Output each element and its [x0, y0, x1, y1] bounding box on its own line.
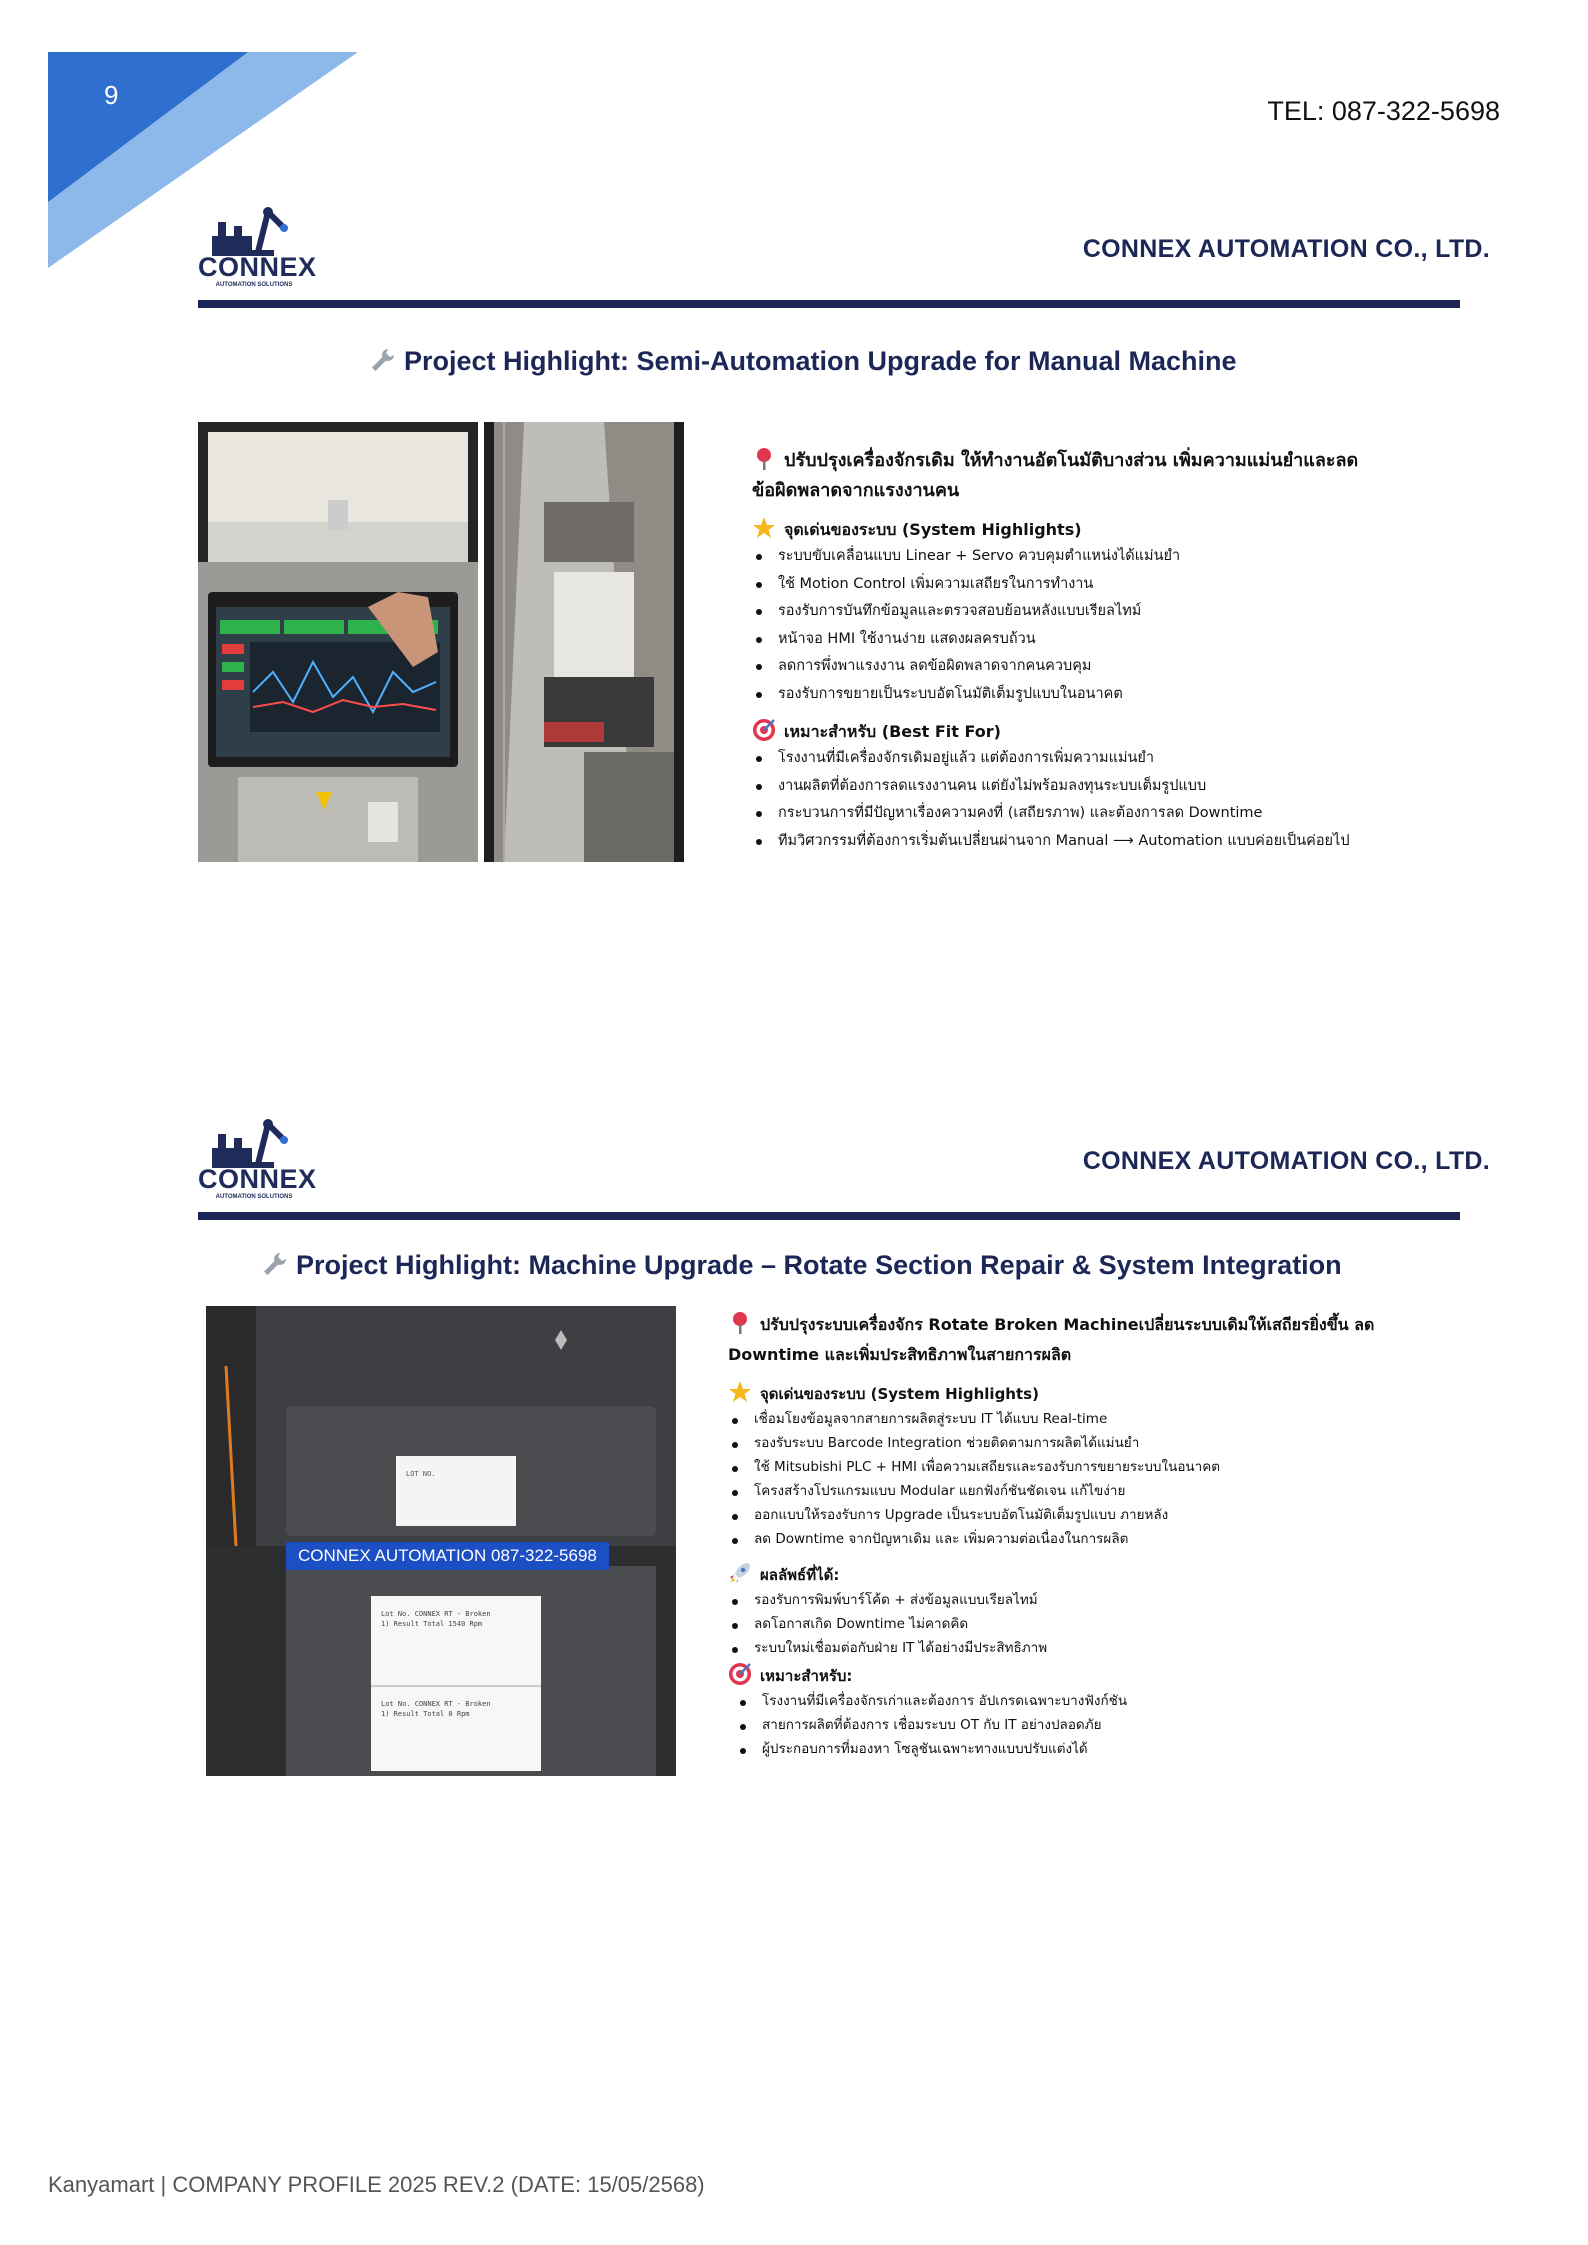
rocket-icon: [728, 1561, 752, 1585]
section-title-text: Project Highlight: Machine Upgrade – Rotate Section Repair & System Integration: [296, 1250, 1342, 1280]
logo-tagline: AUTOMATION SOLUTIONS: [215, 282, 293, 288]
fit-list: [728, 1689, 1458, 1761]
pushpin-icon: [728, 1311, 752, 1335]
list-item: โรงงานที่มีเครื่องจักรเก่าและต้องการ อัปเกรดเฉพาะบางฟังก์ชัน: [762, 1689, 1458, 1713]
company-logo: [198, 1114, 317, 1202]
list-item: ใช้ Motion Control เพิ่มความเสถียรในการทำงาน: [778, 571, 1452, 599]
star-icon: [752, 516, 776, 540]
company-name: CONNEX AUTOMATION CO., LTD.: [1082, 1147, 1490, 1175]
list-item: รองรับการขยายเป็นระบบอัตโนมัติเต็มรูปแบบในอนาคต: [778, 681, 1452, 709]
list-item: ระบบใหม่เชื่อมต่อกับฝ่าย IT ได้อย่างมีประสิทธิภาพ: [754, 1636, 1458, 1660]
photo-banner: CONNEX AUTOMATION 087-322-5698: [286, 1542, 609, 1570]
fit-heading: [728, 1662, 1458, 1689]
page-footer: Kanyamart | COMPANY PROFILE 2025 REV.2 (DATE: 15/05/2568): [48, 2172, 705, 2197]
logo-wordmark: CONNEX: [198, 1164, 317, 1194]
target-icon: [752, 718, 776, 742]
list-item: ออกแบบให้รองรับการ Upgrade เป็นระบบอัตโนมัติเต็มรูปแบบ ภายหลัง: [754, 1503, 1458, 1527]
project-description: [752, 446, 1452, 855]
fit-heading: [752, 718, 1452, 745]
star-icon: [728, 1380, 752, 1404]
svg-text:1) Result Total 1540 Rpm: 1) Result Total 1540 Rpm: [381, 1620, 483, 1628]
fit-list: [752, 745, 1452, 855]
list-item: ระบบขับเคลื่อนแบบ Linear + Servo ควบคุมตำแหน่งได้แม่นยำ: [778, 543, 1452, 571]
highlights-heading: [728, 1380, 1458, 1407]
results-heading: [728, 1561, 1458, 1588]
highlights-heading-text: จุดเด่นของระบบ (System Highlights): [784, 520, 1082, 539]
highlights-list: [728, 1407, 1458, 1551]
list-item: สายการผลิตที่ต้องการ เชื่อมระบบ OT กับ IT อย่างปลอดภัย: [762, 1713, 1458, 1737]
header-rule: [198, 1212, 1460, 1220]
highlights-list: [752, 543, 1452, 708]
target-icon: [728, 1662, 752, 1686]
wrench-icon: [370, 347, 396, 373]
list-item: ผู้ประกอบการที่มองหา โซลูชันเฉพาะทางแบบปรับแต่งได้: [762, 1737, 1458, 1761]
list-item: โรงงานที่มีเครื่องจักรเดิมอยู่แล้ว แต่ต้องการเพิ่มความแม่นยำ: [778, 745, 1452, 773]
svg-text:LOT NO.: LOT NO.: [406, 1470, 436, 1478]
list-item: กระบวนการที่มีปัญหาเรื่องความคงที่ (เสถียรภาพ) และต้องการลด Downtime: [778, 800, 1452, 828]
linear-module-photo: [484, 422, 684, 862]
results-heading-text: ผลลัพธ์ที่ได้:: [760, 1566, 840, 1584]
svg-text:Lot No. CONNEX RT - Broken: Lot No. CONNEX RT - Broken: [381, 1700, 491, 1708]
highlights-heading-text: จุดเด่นของระบบ (System Highlights): [760, 1385, 1039, 1403]
project-photo-barcode-printer: [206, 1306, 676, 1776]
highlights-heading: [752, 516, 1452, 543]
svg-text:1) Result Total 0 Rpm: 1) Result Total 0 Rpm: [381, 1710, 470, 1718]
fit-heading-text: เหมาะสำหรับ (Best Fit For): [784, 722, 1001, 741]
list-item: ลด Downtime จากปัญหาเดิม และ เพิ่มความต่อเนื่องในการผลิต: [754, 1527, 1458, 1551]
section-title-text: Project Highlight: Semi-Automation Upgrade for Manual Machine: [404, 346, 1237, 376]
project-intro: [728, 1310, 1458, 1370]
list-item: เชื่อมโยงข้อมูลจากสายการผลิตสู่ระบบ IT ได้แบบ Real-time: [754, 1407, 1458, 1431]
svg-text:Lot No. CONNEX RT - Broken: Lot No. CONNEX RT - Broken: [381, 1610, 491, 1618]
pushpin-icon: [752, 447, 776, 471]
company-name: CONNEX AUTOMATION CO., LTD.: [1082, 235, 1490, 263]
list-item: งานผลิตที่ต้องการลดแรงงานคน แต่ยังไม่พร้อมลงทุนระบบเต็มรูปแบบ: [778, 773, 1452, 801]
list-item: ลดโอกาสเกิด Downtime ไม่คาดคิด: [754, 1612, 1458, 1636]
list-item: โครงสร้างโปรแกรมแบบ Modular แยกฟังก์ชันชัดเจน แก้ไขง่าย: [754, 1479, 1458, 1503]
wrench-icon: [262, 1251, 288, 1277]
intro-line-1: ปรับปรุงระบบเครื่องจักร Rotate Broken Machineเปลี่ยนระบบเดิมให้เสถียรยิ่งขึ้น ลด: [760, 1315, 1375, 1334]
list-item: รองรับการบันทึกข้อมูลและตรวจสอบย้อนหลังแบบเรียลไทม์: [778, 598, 1452, 626]
list-item: หน้าจอ HMI ใช้งานง่าย แสดงผลครบถ้วน: [778, 626, 1452, 654]
project-intro: [752, 446, 1452, 506]
results-list: [728, 1588, 1458, 1660]
project-photo-linear-module: [484, 422, 684, 862]
intro-line-2: ข้อผิดพลาดจากแรงงานคน: [752, 480, 960, 501]
hmi-panel-photo: [198, 422, 478, 862]
list-item: รองรับการพิมพ์บาร์โค้ด + ส่งข้อมูลแบบเรียลไทม์: [754, 1588, 1458, 1612]
list-item: รองรับระบบ Barcode Integration ช่วยติดตามการผลิตได้แม่นยำ: [754, 1431, 1458, 1455]
list-item: ลดการพึ่งพาแรงงาน ลดข้อผิดพลาดจากคนควบคุม: [778, 653, 1452, 681]
fit-heading-text: เหมาะสำหรับ:: [760, 1667, 853, 1685]
list-item: ทีมวิศวกรรมที่ต้องการเริ่มต้นเปลี่ยนผ่านจาก Manual ⟶ Automation แบบค่อยเป็นค่อยไป: [778, 828, 1452, 856]
project-description: [728, 1310, 1458, 1761]
contact-phone: TEL: 087-322-5698: [1267, 96, 1500, 126]
page-number: 9: [104, 80, 119, 110]
section-title: [370, 346, 1237, 377]
section-title: [262, 1250, 1342, 1281]
robot-arm-logo-icon: [198, 202, 310, 258]
intro-line-1: ปรับปรุงเครื่องจักรเดิม ให้ทำงานอัตโนมัติบางส่วน เพิ่มความแม่นยำและลด: [784, 450, 1359, 471]
list-item: ใช้ Mitsubishi PLC + HMI เพื่อความเสถียรและรองรับการขยายระบบในอนาคต: [754, 1455, 1458, 1479]
barcode-printer-photo: [206, 1306, 676, 1776]
project-photo-hmi: [198, 422, 478, 862]
logo-wordmark: CONNEX: [198, 252, 317, 282]
header-rule: [198, 300, 1460, 308]
intro-line-2: Downtime และเพิ่มประสิทธิภาพในสายการผลิต: [728, 1345, 1072, 1364]
company-logo: [198, 202, 317, 290]
robot-arm-logo-icon: [198, 1114, 310, 1170]
logo-tagline: AUTOMATION SOLUTIONS: [215, 1194, 293, 1200]
